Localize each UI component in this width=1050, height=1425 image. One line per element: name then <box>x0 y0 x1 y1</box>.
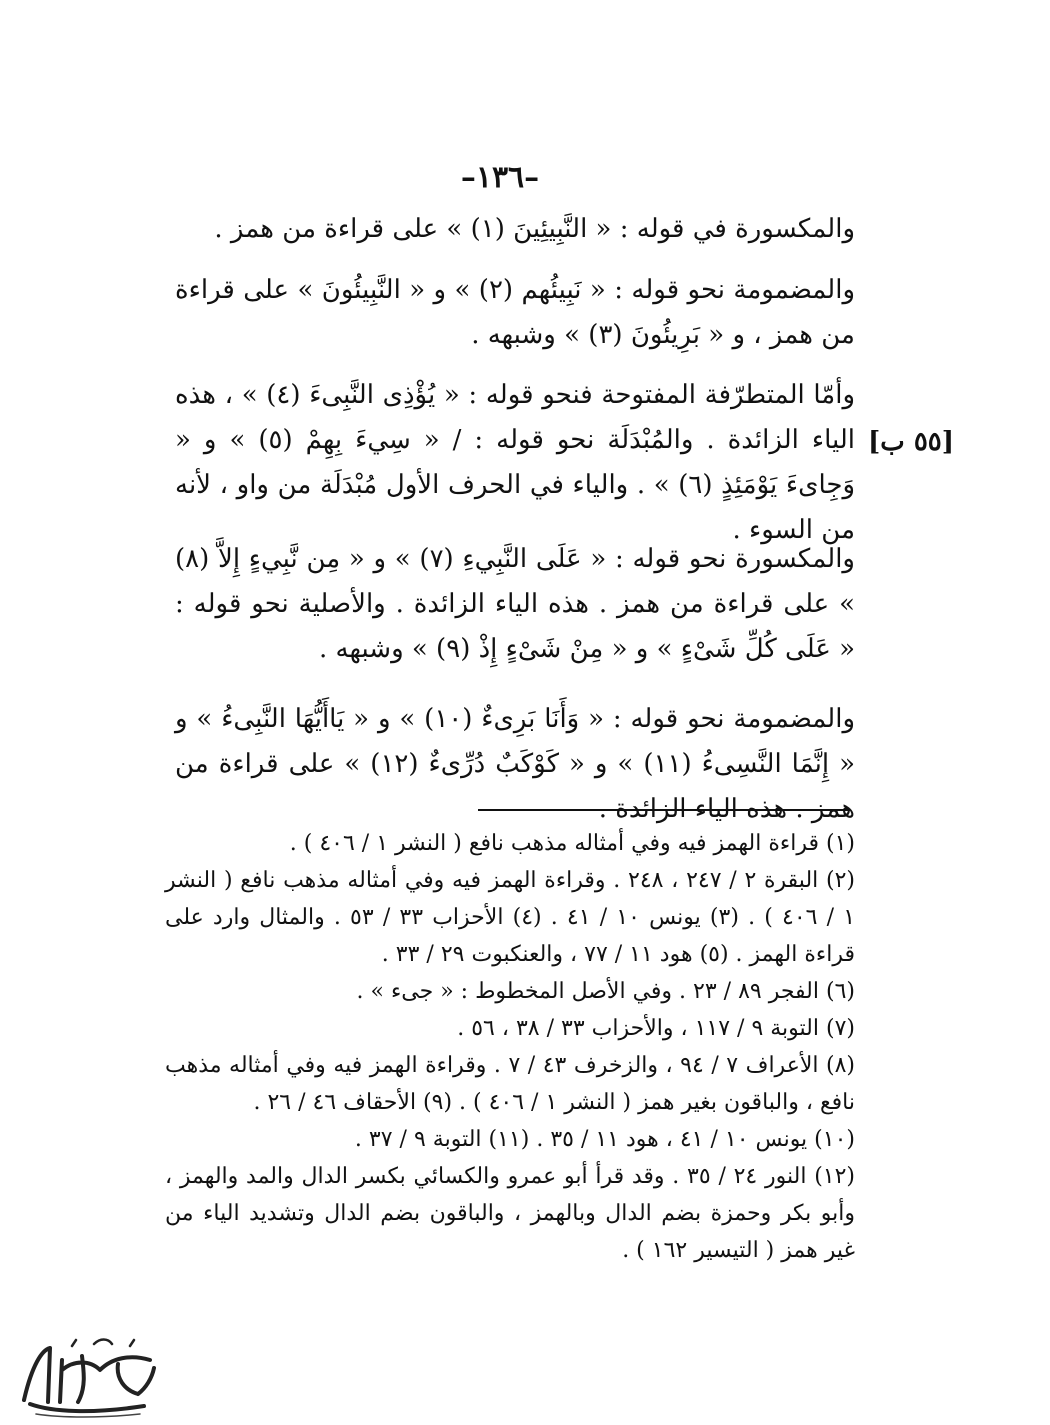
footnote-7: (٧) التوبة ٩ / ١١٧ ، والأحزاب ٣٣ / ٣٨ ، ٥٦ . <box>457 1016 855 1041</box>
body-paragraph-3: وأمّا المتطرّفة المفتوحة فنحو قوله : « يُؤْذِى النَّبِىءَ (٤) » ، هذه الياء الزائدة . والمُبْدَلَة نحو قوله : / « سِيءَ بِهِمْ (٥) » و « وَجِاىءَ يَوْمَئِذٍ (٦) » . والياء في الحرف الأول مُبْدَلَة من واو ، لأنه من السوء . <box>175 380 856 545</box>
manuscript-folio-reference: [٥٥ ب] <box>868 427 955 457</box>
footnotes <box>165 825 855 1269</box>
footnote-2-5: (٢) البقرة ٢ / ٢٤٧ ، ٢٤٨ . وقراءة الهمز فيه وفي أمثاله مذهب نافع ( النشر ١ / ٤٠٦ ) . (٣) يونس ١٠ / ٤١ . (٤) الأحزاب ٣٣ / ٥٣ . والمثال وارد على قراءة الهمز . (٥) هود ١١ / ٧٧ ، والعنكبوت ٢٩ / ٣٣ . <box>165 868 856 967</box>
body-paragraph-1: والمكسورة في قوله : « النَّبِيئِينَ (١) » على قراءة من همز . <box>214 214 855 244</box>
calligraphy-stamp-icon <box>12 1330 162 1420</box>
page-number: –١٣٦– <box>460 160 540 195</box>
body-paragraph-5: والمضمومة نحو قوله : « وَأَنَا بَرِىءٌ (١٠) » و « يَاأَيُّهَا النَّبِىءُ » و « إِنَّمَا النَّسِىءُ (١١) » و « كَوْكَبٌ دُرِّىءٌ (١٢) » على قراءة من همز . هذه الياء الزائدة . <box>175 704 856 824</box>
footnote-separator <box>478 809 850 811</box>
footnote-12: (١٢) النور ٢٤ / ٣٥ . وقد قرأ أبو عمرو والكسائي بكسر الدال والمد والهمز ، وأبو بكر وحمزة بضم الدال وبالهمز ، والباقون بضم الدال وتشديد الياء من غير همز ( التيسير ١٦٢ ) . <box>165 1164 856 1263</box>
footnote-8-9: (٨) الأعراف ٧ / ٩٤ ، والزخرف ٤٣ / ٧ . وقراءة الهمز فيه وفي أمثاله مذهب نافع ، والباقون بغير همز ( النشر ١ / ٤٠٦ ) . (٩) الأحقاف ٤٦ / ٢٦ . <box>165 1053 856 1115</box>
footnote-1: (١) قراءة الهمز فيه وفي أمثاله مذهب نافع ( النشر ١ / ٤٠٦ ) . <box>289 831 855 856</box>
footnote-10-11: (١٠) يونس ١٠ / ٤١ ، هود ١١ / ٣٥ . (١١) التوبة ٩ / ٣٧ . <box>354 1127 855 1152</box>
footnote-6: (٦) الفجر ٨٩ / ٢٣ . وفي الأصل المخطوط : « جىء » . <box>356 979 855 1004</box>
body-paragraph-4: والمكسورة نحو قوله : « عَلَى النَّبِيءِ (٧) » و « مِن نَّبِيءٍ إِلاَّ (٨) » على قراءة من همز . هذه الياء الزائدة . والأصلية نحو قوله : « عَلَى كُلِّ شَىْءٍ » و « مِنْ شَىْءٍ إِذْ (٩) » وشبهه . <box>175 544 855 664</box>
body-paragraph-2: والمضمومة نحو قوله : « نَبِيئُهم (٢) » و « النَّبِيئُونَ » على قراءة من همز ، و « بَرِيئُونَ (٣) » وشبهه . <box>175 275 855 350</box>
